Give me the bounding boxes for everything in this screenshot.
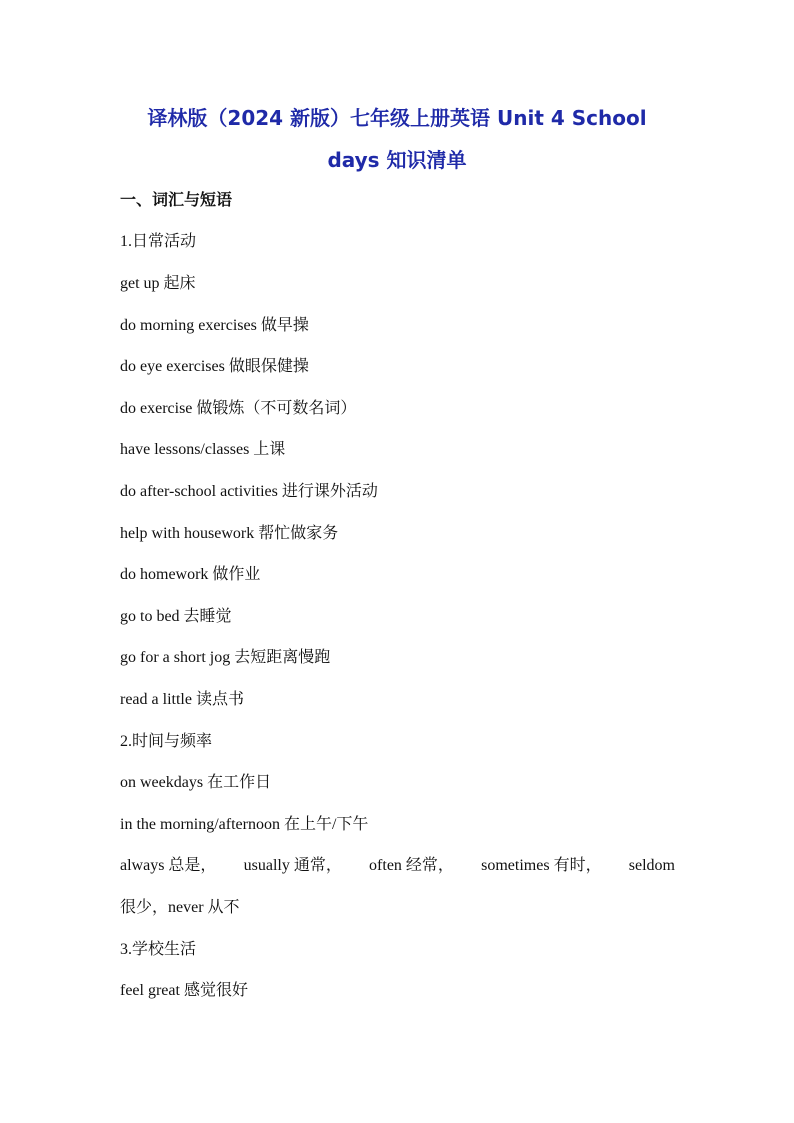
section-heading-vocabulary: 一、词汇与短语 [120, 190, 233, 209]
list-item: go to bed 去睡觉 [120, 608, 232, 625]
list-item: read a little 读点书 [120, 691, 244, 708]
frequency-item: always 总是， [120, 857, 217, 874]
frequency-adverbs-line [120, 854, 675, 878]
list-item: do morning exercises 做早操 [120, 317, 309, 334]
subsection-heading-school-life: 3.学校生活 [120, 941, 197, 958]
list-item: do after-school activities 进行课外活动 [120, 483, 378, 500]
frequency-item: seldom [628, 857, 675, 874]
subsection-heading-time-frequency: 2.时间与频率 [120, 733, 213, 750]
list-item: do homework 做作业 [120, 566, 261, 583]
document-title-line-1: 译林版（2024 新版）七年级上册英语 Unit 4 School [147, 106, 647, 130]
list-item: get up 起床 [120, 275, 196, 292]
list-item: have lessons/classes 上课 [120, 441, 286, 458]
frequency-item: sometimes 有时， [481, 857, 602, 874]
frequency-item: often 经常， [369, 857, 454, 874]
list-item: do exercise 做锻炼（不可数名词） [120, 400, 357, 417]
list-item: help with housework 帮忙做家务 [120, 525, 339, 542]
list-item: go for a short jog 去短距离慢跑 [120, 649, 331, 666]
list-item: on weekdays 在工作日 [120, 774, 272, 791]
frequency-adverbs-line-continued: 很少，never 从不 [120, 899, 240, 916]
document-title-line-2: days 知识清单 [327, 148, 467, 172]
list-item: do eye exercises 做眼保健操 [120, 358, 309, 375]
frequency-item: usually 通常， [243, 857, 342, 874]
list-item: feel great 感觉很好 [120, 982, 248, 999]
list-item: in the morning/afternoon 在上午/下午 [120, 816, 369, 833]
subsection-heading-daily-activities: 1.日常活动 [120, 233, 197, 250]
